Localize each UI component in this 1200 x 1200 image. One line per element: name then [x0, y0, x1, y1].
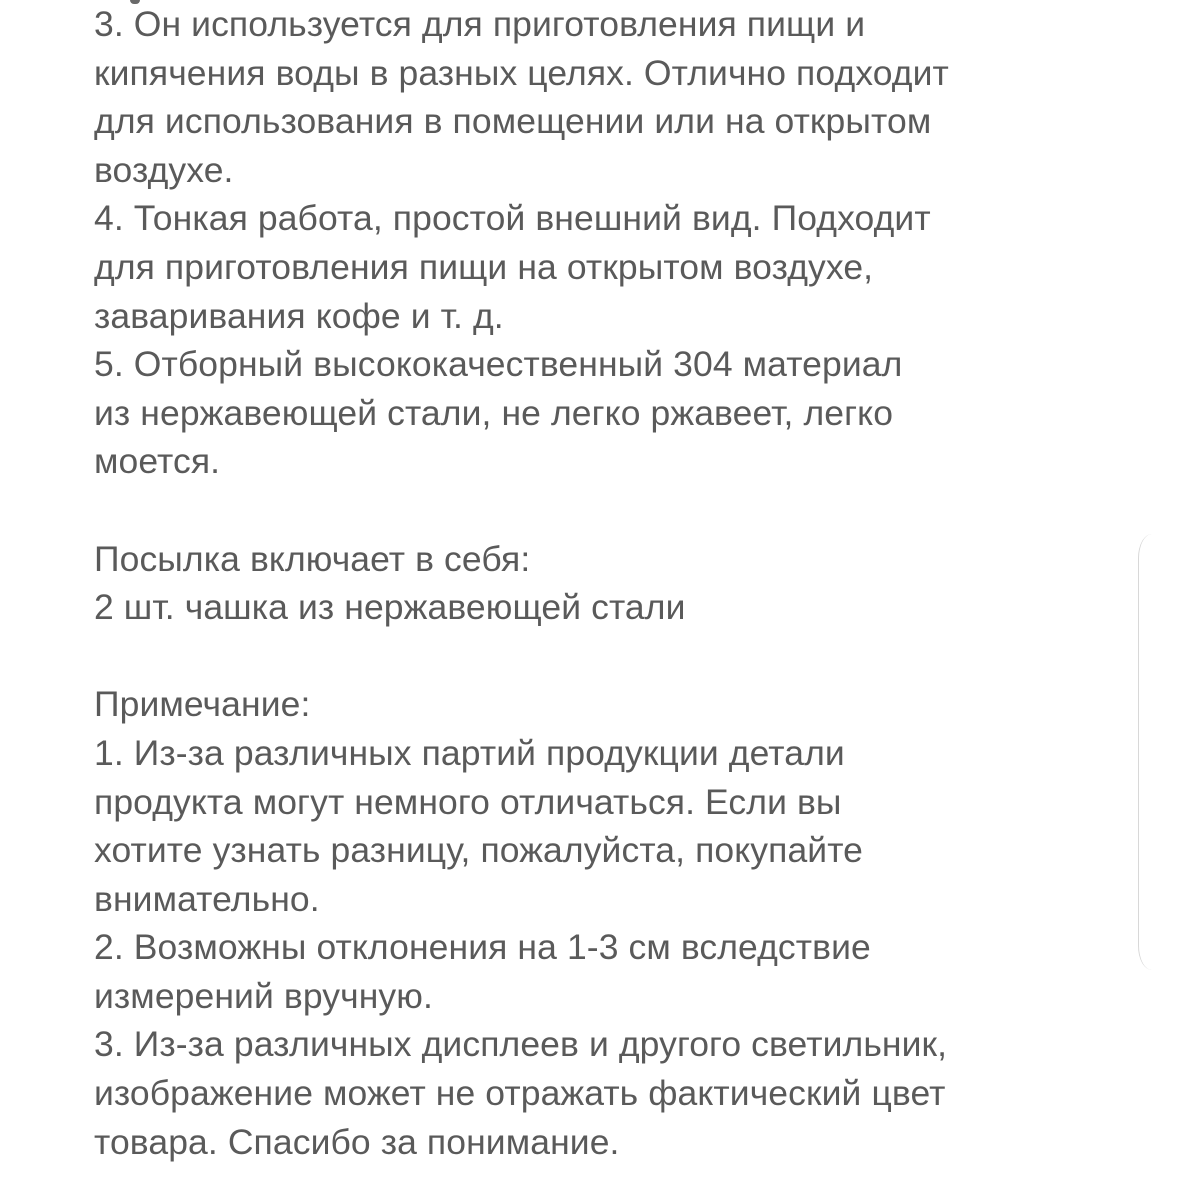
package-heading: Посылка включает в себя: [94, 538, 531, 579]
note-section [94, 680, 1134, 1166]
text-line: 5. Отборный высококачественный 304 материал [94, 344, 903, 385]
text-line: для приготовления пищи на открытом воздухе, [94, 246, 874, 287]
text-line: 4. Тонкая работа, простой внешний вид. Подходит [94, 198, 931, 239]
text-line: 2. Возможны отклонения на 1-3 см вследствие [94, 927, 871, 968]
feature-item-3 [94, 0, 1134, 194]
note-heading: Примечание: [94, 684, 311, 725]
text-line: заваривания кофе и т. д. [94, 295, 504, 336]
text-line: продукта могут немного отличаться. Если вы [94, 781, 842, 822]
text-line: измерений вручную. [94, 975, 433, 1016]
paragraph-gap [94, 486, 1134, 535]
text-line: кипячения воды в разных целях. Отлично подходит [94, 52, 949, 93]
note-item-1 [94, 729, 1134, 923]
paragraph-gap [94, 632, 1134, 681]
text-line: из нержавеющей стали, не легко ржавеет, легко [94, 392, 894, 433]
product-description-text [94, 0, 1134, 1166]
feature-item-5 [94, 340, 1134, 486]
text-line: внимательно. [94, 878, 320, 919]
note-item-3 [94, 1020, 1134, 1166]
text-line: изображение может не отражать фактический цвет [94, 1073, 946, 1114]
text-line: товара. Спасибо за понимание. [94, 1121, 620, 1162]
note-item-2 [94, 923, 1134, 1020]
text-line: хотите узнать разницу, пожалуйста, покупайте [94, 830, 864, 871]
text-line: 1. Из-за различных партий продукции детали [94, 732, 845, 773]
feature-item-4 [94, 194, 1134, 340]
package-item: 2 шт. чашка из нержавеющей стали [94, 587, 686, 628]
package-section [94, 535, 1134, 632]
text-line: воздухе. [94, 149, 234, 190]
text-line: для использования в помещении или на открытом [94, 101, 932, 142]
text-line: 3. Из-за различных дисплеев и другого светильник, [94, 1024, 948, 1065]
text-line: 3. Он используется для приготовления пищи и [94, 4, 866, 44]
scrollbar[interactable] [1138, 534, 1152, 970]
text-line: моется. [94, 441, 221, 482]
